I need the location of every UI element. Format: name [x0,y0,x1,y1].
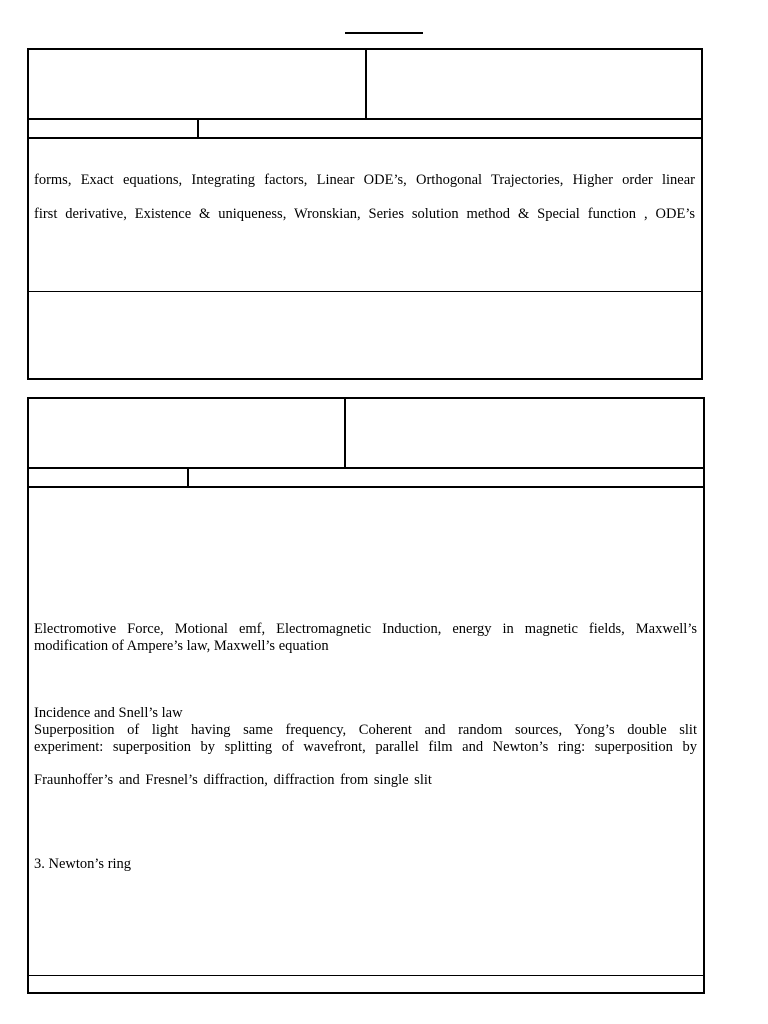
header-divider [344,399,346,469]
syllabus-text-line: Superposition of light having same frequency, Coherent and random sources, Yong’s double slit [34,722,697,738]
content-row-bottom [29,291,701,292]
syllabus-text-line: modification of Ampere’s law, Maxwell’s equation [34,638,329,654]
header-row-bottom [29,467,703,469]
sub-row-divider [187,467,189,487]
top-rule [345,32,423,34]
syllabus-text-line: Electromotive Force, Motional emf, Electromagnetic Induction, energy in magnetic fields, Maxwell’s [34,621,697,637]
course-table-2 [27,397,705,994]
content-row-bottom [29,975,703,976]
header-row-bottom [29,118,701,120]
header-divider [365,50,367,120]
syllabus-text-line: experiment: superposition by splitting of wavefront, parallel film and Newton’s ring: superposition by [34,739,697,755]
sub-row-bottom [29,486,703,488]
syllabus-text-line: forms, Exact equations, Integrating factors, Linear ODE’s, Orthogonal Trajectories, Higher order linear [34,172,695,188]
syllabus-text-line: first derivative, Existence & uniqueness, Wronskian, Series solution method & Special function , ODE’s [34,206,695,222]
syllabus-text-line: Fraunhoffer’s and Fresnel’s diffraction, diffraction from single slit [34,772,432,788]
sub-row-bottom [29,137,701,139]
syllabus-text-line: Incidence and Snell’s law [34,705,183,721]
experiment-list-item: 3. Newton’s ring [34,856,132,872]
sub-row-divider [197,118,199,138]
